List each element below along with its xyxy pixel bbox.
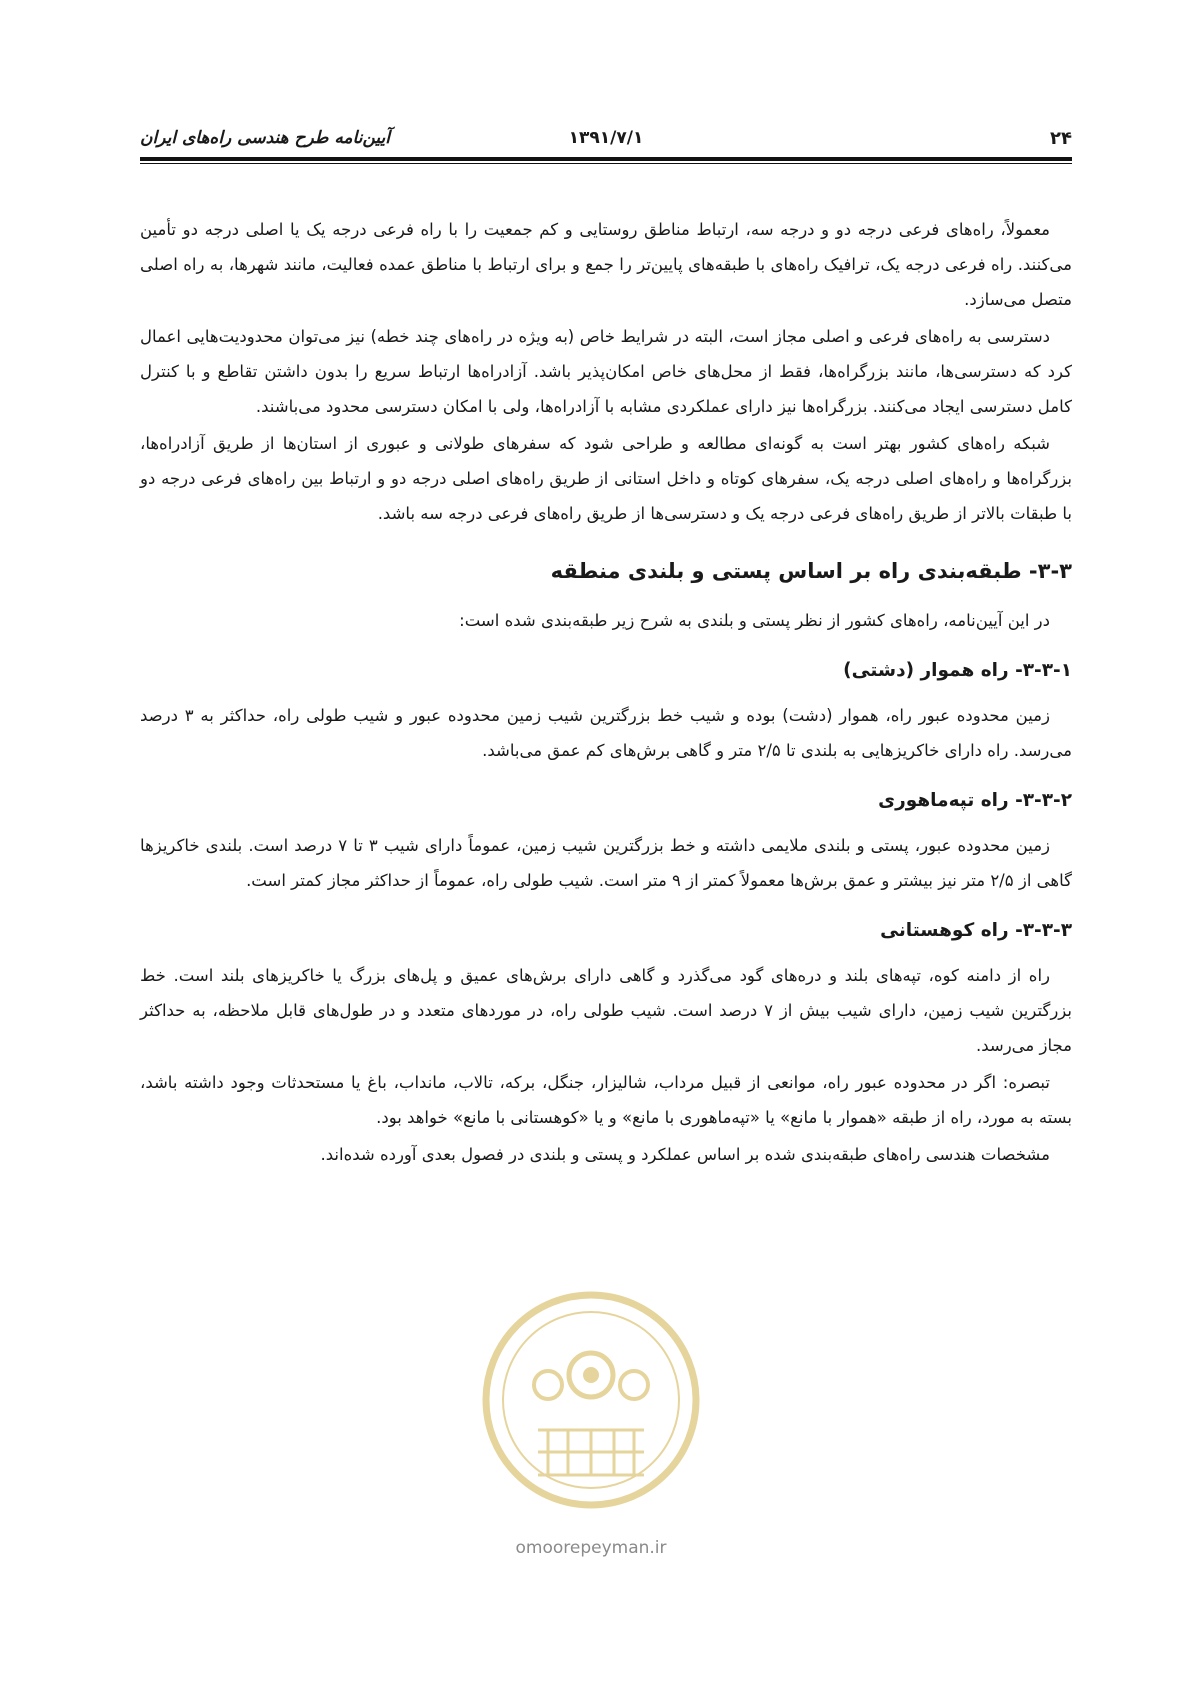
paragraph-1: معمولاً، راه‌های فرعی درجه دو و درجه سه، ارتباط مناطق روستایی و کم جمعیت را با راه فرعی درجه یک یا اصلی درجه دو تأمین می‌کنند. راه فرعی درجه یک، ترافیک راه‌های با طبقه‌های پایین‌تر را جمع و برای ارتباط با مناطق عمده فعالیت، مانند شهرها، به راه اصلی متصل می‌سازد.	[140, 220, 1072, 309]
paragraph-5: زمین محدوده عبور راه، هموار (دشت) بوده و شیب خط بزرگترین شیب زمین محدوده عبور و شیب طولی راه، حداکثر به ۳ درصد می‌رسد. راه دارای خاکریزهایی به بلندی تا ۲/۵ متر و گاهی برش‌های کم عمق می‌باشد.	[140, 706, 1072, 760]
paragraph-2: دسترسی به راه‌های فرعی و اصلی مجاز است، البته در شرایط خاص (به ویژه در راه‌های چند خطه) نیز می‌توان محدودیت‌هایی اعمال کرد که دسترسی‌ها، مانند بزرگراه‌ها، فقط از محل‌های خاص امکان‌پذیر باشد. آزادراه‌ها ارتباط سریع را بدون داشتن تقاطع و با کنترل کامل دسترسی ایجاد می‌کنند. بزرگراه‌ها نیز دارای عملکردی مشابه با آزادراه‌ها، ولی با امکان دسترسی محدود می‌باشند.	[140, 327, 1072, 416]
paragraph-4: در این آیین‌نامه، راه‌های کشور از نظر پستی و بلندی به شرح زیر طبقه‌بندی شده است:	[459, 611, 1050, 630]
paragraph-8: تبصره: اگر در محدوده عبور راه، موانعی از قبیل مرداب، شالیزار، جنگل، برکه، تالاب، مانداب، باغ یا مستحدثات وجود داشته باشد، بسته به مورد، راه از طبقه «هموار با مانع» یا «تپه‌ماهوری با مانع» و یا «کوهستانی با مانع» خواهد بود.	[140, 1073, 1072, 1127]
header-rule-thin	[140, 163, 1072, 164]
page-header	[140, 124, 1072, 154]
paragraph-6: زمین محدوده عبور، پستی و بلندی ملایمی داشته و خط بزرگترین شیب زمین، عموماً دارای شیب ۳ تا ۷ درصد است. بلندی خاکریزها گاهی از ۲/۵ متر نیز بیشتر و عمق برش‌ها معمولاً کمتر از ۹ متر است. شیب طولی راه، عموماً از حداکثر مجاز کمتر است.	[140, 836, 1072, 890]
paragraph-9: مشخصات هندسی راه‌های طبقه‌بندی شده بر اساس عملکرد و پستی و بلندی در فصول بعدی آورده شده‌اند.	[320, 1145, 1050, 1164]
header-title: آیین‌نامه طرح هندسی راه‌های ایران	[140, 128, 390, 148]
subsection-heading-3-3-3: ۳-۳-۳- راه کوهستانی	[880, 920, 1072, 941]
subsection-heading-3-3-1: ۳-۳-۱- راه هموار (دشتی)	[843, 660, 1072, 681]
watermark-site: omoorepeyman.ir	[515, 1538, 667, 1558]
paragraph-7: راه از دامنه کوه، تپه‌های بلند و دره‌های گود می‌گذرد و گاهی دارای برش‌های عمیق و پل‌های بزرگ یا خاکریزهای بلند است. خط بزرگترین شیب زمین، دارای شیب بیش از ۷ درصد است. شیب طولی راه، در موردهای متعدد و در طول‌های قابل ملاحظه، به حداکثر مجاز می‌رسد.	[140, 966, 1072, 1055]
subsection-heading-3-3-2: ۳-۳-۲- راه تپه‌ماهوری	[878, 790, 1072, 811]
page-number: ۲۴	[1050, 128, 1072, 149]
header-date: ۱۳۹۱/۷/۱	[568, 128, 644, 148]
paragraph-3: شبکه راه‌های کشور بهتر است به گونه‌ای مطالعه و طراحی شود که سفرهای طولانی و عبوری از استان‌ها از طریق آزادراه‌ها، بزرگراه‌ها و راه‌های اصلی درجه یک، سفرهای کوتاه و داخل استانی از طریق راه‌های اصلی درجه دو و ارتباط بین راه‌های فرعی درجه دو با طبقات بالاتر از طریق راه‌های فرعی درجه یک و دسترسی‌ها از طریق راه‌های فرعی درجه سه باشد.	[140, 434, 1072, 523]
header-rule-thick	[140, 157, 1072, 161]
page-content	[140, 212, 1072, 1174]
section-heading-3-3: ۳-۳- طبقه‌بندی راه بر اساس پستی و بلندی منطقه	[550, 559, 1072, 583]
